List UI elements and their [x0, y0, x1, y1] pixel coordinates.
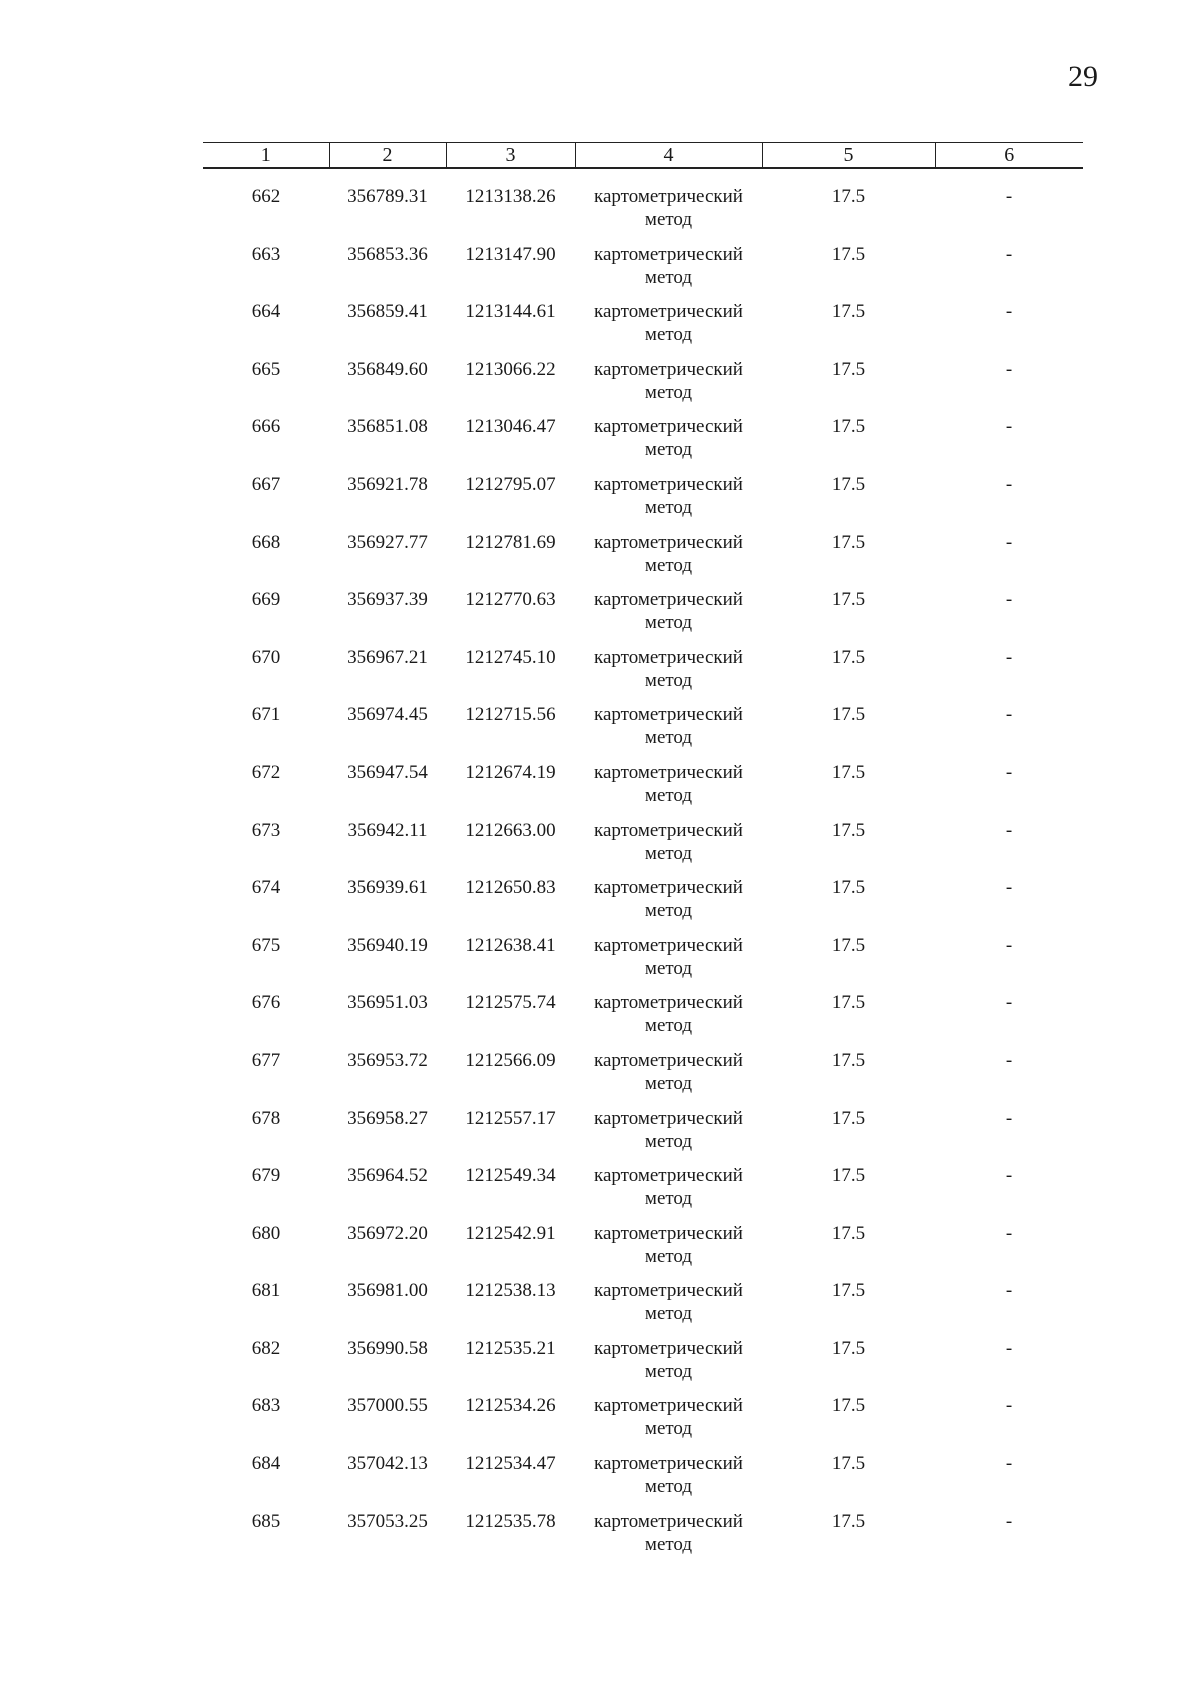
table-row [203, 300, 1083, 358]
accuracy-cell: 17.5 [831, 301, 866, 323]
note-cell: - [1005, 1453, 1013, 1475]
y-coordinate-cell: 1212534.26 [465, 1395, 556, 1417]
point-number-cell: 662 [251, 186, 281, 207]
accuracy-cell: 17.5 [831, 1510, 866, 1532]
x-coordinate-cell: 356853.36 [347, 243, 428, 265]
method-line-2: метод [644, 1188, 693, 1210]
method-line-1: картометрический [594, 819, 743, 841]
method-line-2: метод [644, 1476, 693, 1498]
note-cell: - [1005, 473, 1013, 495]
accuracy-cell: 17.5 [831, 589, 866, 611]
note-cell: - [1005, 704, 1013, 726]
table-row [203, 646, 1083, 704]
note-cell: - [1005, 1395, 1013, 1417]
note-cell: - [1005, 1165, 1013, 1187]
accuracy-cell: 17.5 [831, 358, 866, 380]
point-number-cell: 685 [251, 1510, 281, 1532]
table-row [203, 991, 1083, 1049]
point-number-cell: 669 [251, 589, 281, 611]
method-line-1: картометрический [594, 1337, 743, 1359]
method-cell [575, 703, 762, 761]
table-row [203, 1164, 1083, 1222]
point-number-cell: 681 [251, 1280, 281, 1302]
y-coordinate-cell: 1213046.47 [465, 416, 556, 438]
accuracy-cell: 17.5 [831, 1222, 866, 1244]
table-row [203, 819, 1083, 877]
y-coordinate-cell: 1212795.07 [465, 473, 556, 495]
x-coordinate-cell: 356974.45 [347, 704, 428, 726]
table-row [203, 761, 1083, 819]
accuracy-cell: 17.5 [831, 1049, 866, 1071]
note-cell: - [1005, 1337, 1013, 1359]
coordinates-table [203, 142, 1083, 1567]
accuracy-cell: 17.5 [831, 243, 866, 265]
method-cell [575, 358, 762, 416]
table-row [203, 876, 1083, 934]
table-row [203, 1394, 1083, 1452]
y-coordinate-cell: 1213066.22 [465, 358, 556, 380]
method-line-2: метод [644, 554, 693, 576]
accuracy-cell: 17.5 [831, 1453, 866, 1475]
x-coordinate-cell: 356958.27 [347, 1107, 428, 1129]
method-line-2: метод [644, 324, 693, 346]
table-row [203, 934, 1083, 992]
point-number-cell: 667 [251, 473, 281, 495]
method-line-1: картометрический [594, 1280, 743, 1302]
point-number-cell: 670 [251, 646, 281, 668]
accuracy-cell: 17.5 [831, 1280, 866, 1302]
method-cell [575, 1394, 762, 1452]
note-cell: - [1005, 243, 1013, 265]
method-cell [575, 934, 762, 992]
method-cell [575, 168, 762, 243]
y-coordinate-cell: 1212538.13 [465, 1280, 556, 1302]
method-line-2: метод [644, 381, 693, 403]
method-line-1: картометрический [594, 358, 743, 380]
accuracy-cell: 17.5 [831, 646, 866, 668]
y-coordinate-cell: 1213147.90 [465, 243, 556, 265]
x-coordinate-cell: 356921.78 [347, 473, 428, 495]
table-row [203, 473, 1083, 531]
x-coordinate-cell: 356951.03 [347, 992, 428, 1014]
x-coordinate-cell: 356859.41 [347, 301, 428, 323]
method-line-1: картометрический [594, 934, 743, 956]
method-cell [575, 1164, 762, 1222]
table-row [203, 1107, 1083, 1165]
accuracy-cell: 17.5 [831, 1395, 866, 1417]
method-cell [575, 1222, 762, 1280]
method-cell [575, 1049, 762, 1107]
table-row [203, 588, 1083, 646]
method-line-1: картометрический [594, 1222, 743, 1244]
method-line-1: картометрический [594, 1453, 743, 1475]
x-coordinate-cell: 357000.55 [347, 1395, 428, 1417]
x-coordinate-cell: 356937.39 [347, 589, 428, 611]
point-number-cell: 680 [251, 1222, 281, 1244]
y-coordinate-cell: 1212535.21 [465, 1337, 556, 1359]
table-row [203, 1279, 1083, 1337]
accuracy-cell: 17.5 [831, 531, 866, 553]
method-line-2: метод [644, 1418, 693, 1440]
note-cell: - [1005, 589, 1013, 611]
note-cell: - [1005, 531, 1013, 553]
x-coordinate-cell: 356940.19 [347, 934, 428, 956]
method-cell [575, 1279, 762, 1337]
method-cell [575, 819, 762, 877]
method-line-1: картометрический [594, 186, 743, 207]
point-number-cell: 665 [251, 358, 281, 380]
accuracy-cell: 17.5 [831, 473, 866, 495]
method-line-2: метод [644, 727, 693, 749]
method-line-2: метод [644, 209, 693, 230]
method-line-1: картометрический [594, 704, 743, 726]
note-cell: - [1005, 761, 1013, 783]
method-line-1: картометрический [594, 1049, 743, 1071]
method-cell [575, 876, 762, 934]
note-cell: - [1005, 1222, 1013, 1244]
accuracy-cell: 17.5 [831, 761, 866, 783]
note-cell: - [1005, 358, 1013, 380]
point-number-cell: 672 [251, 761, 281, 783]
method-line-2: метод [644, 1533, 693, 1555]
point-number-cell: 663 [251, 243, 281, 265]
y-coordinate-cell: 1212781.69 [465, 531, 556, 553]
note-cell: - [1005, 877, 1013, 899]
method-line-1: картометрический [594, 1165, 743, 1187]
accuracy-cell: 17.5 [831, 186, 866, 207]
point-number-cell: 679 [251, 1165, 281, 1187]
method-line-2: метод [644, 900, 693, 922]
y-coordinate-cell: 1213144.61 [465, 301, 556, 323]
method-line-2: метод [644, 1245, 693, 1267]
note-cell: - [1005, 1510, 1013, 1532]
method-line-1: картометрический [594, 877, 743, 899]
y-coordinate-cell: 1212715.56 [465, 704, 556, 726]
table-row [203, 1452, 1083, 1510]
point-number-cell: 677 [251, 1049, 281, 1071]
header-cell-1: 1 [203, 143, 329, 169]
note-cell: - [1005, 992, 1013, 1014]
method-cell [575, 1452, 762, 1510]
method-cell [575, 300, 762, 358]
method-line-1: картометрический [594, 646, 743, 668]
accuracy-cell: 17.5 [831, 819, 866, 841]
method-line-1: картометрический [594, 1107, 743, 1129]
y-coordinate-cell: 1212650.83 [465, 877, 556, 899]
method-cell [575, 991, 762, 1049]
table-row [203, 703, 1083, 761]
point-number-cell: 683 [251, 1395, 281, 1417]
method-cell [575, 1510, 762, 1568]
x-coordinate-cell: 357042.13 [347, 1453, 428, 1475]
y-coordinate-cell: 1212663.00 [465, 819, 556, 841]
method-cell [575, 473, 762, 531]
method-line-1: картометрический [594, 992, 743, 1014]
method-line-1: картометрический [594, 301, 743, 323]
point-number-cell: 676 [251, 992, 281, 1014]
point-number-cell: 675 [251, 934, 281, 956]
method-cell [575, 1337, 762, 1395]
method-cell [575, 646, 762, 704]
header-row [203, 143, 1083, 169]
method-cell [575, 761, 762, 819]
point-number-cell: 668 [251, 531, 281, 553]
x-coordinate-cell: 356990.58 [347, 1337, 428, 1359]
y-coordinate-cell: 1212542.91 [465, 1222, 556, 1244]
table-row [203, 1337, 1083, 1395]
accuracy-cell: 17.5 [831, 877, 866, 899]
note-cell: - [1005, 301, 1013, 323]
y-coordinate-cell: 1212549.34 [465, 1165, 556, 1187]
accuracy-cell: 17.5 [831, 1107, 866, 1129]
x-coordinate-cell: 356927.77 [347, 531, 428, 553]
note-cell: - [1005, 646, 1013, 668]
x-coordinate-cell: 356972.20 [347, 1222, 428, 1244]
point-number-cell: 674 [251, 877, 281, 899]
accuracy-cell: 17.5 [831, 416, 866, 438]
y-coordinate-cell: 1212534.47 [465, 1453, 556, 1475]
method-line-2: метод [644, 1015, 693, 1037]
y-coordinate-cell: 1212770.63 [465, 589, 556, 611]
table-row [203, 358, 1083, 416]
point-number-cell: 671 [251, 704, 281, 726]
x-coordinate-cell: 356967.21 [347, 646, 428, 668]
note-cell: - [1005, 1049, 1013, 1071]
table-body [203, 168, 1083, 1567]
point-number-cell: 673 [251, 819, 281, 841]
method-line-2: метод [644, 1360, 693, 1382]
method-line-2: метод [644, 266, 693, 288]
y-coordinate-cell: 1212566.09 [465, 1049, 556, 1071]
x-coordinate-cell: 356947.54 [347, 761, 428, 783]
y-coordinate-cell: 1213138.26 [465, 186, 556, 207]
method-cell [575, 415, 762, 473]
note-cell: - [1005, 934, 1013, 956]
method-line-1: картометрический [594, 416, 743, 438]
x-coordinate-cell: 356964.52 [347, 1165, 428, 1187]
method-line-2: метод [644, 669, 693, 691]
method-line-1: картометрический [594, 473, 743, 495]
x-coordinate-cell: 356939.61 [347, 877, 428, 899]
x-coordinate-cell: 356851.08 [347, 416, 428, 438]
accuracy-cell: 17.5 [831, 934, 866, 956]
method-line-2: метод [644, 784, 693, 806]
x-coordinate-cell: 356789.31 [347, 186, 428, 207]
x-coordinate-cell: 357053.25 [347, 1510, 428, 1532]
table-row [203, 243, 1083, 301]
note-cell: - [1005, 186, 1013, 207]
method-line-2: метод [644, 612, 693, 634]
method-line-2: метод [644, 1303, 693, 1325]
method-line-1: картометрический [594, 589, 743, 611]
method-line-2: метод [644, 842, 693, 864]
method-line-2: метод [644, 496, 693, 518]
header-cell-3: 3 [446, 143, 575, 169]
page-number: 29 [1068, 60, 1098, 93]
note-cell: - [1005, 1280, 1013, 1302]
table-row [203, 531, 1083, 589]
x-coordinate-cell: 356953.72 [347, 1049, 428, 1071]
note-cell: - [1005, 416, 1013, 438]
x-coordinate-cell: 356942.11 [347, 819, 428, 841]
x-coordinate-cell: 356849.60 [347, 358, 428, 380]
y-coordinate-cell: 1212638.41 [465, 934, 556, 956]
header-cell-2: 2 [329, 143, 446, 169]
x-coordinate-cell: 356981.00 [347, 1280, 428, 1302]
accuracy-cell: 17.5 [831, 1165, 866, 1187]
point-number-cell: 684 [251, 1453, 281, 1475]
table-row [203, 415, 1083, 473]
accuracy-cell: 17.5 [831, 1337, 866, 1359]
method-line-1: картометрический [594, 243, 743, 265]
point-number-cell: 682 [251, 1337, 281, 1359]
header-cell-5: 5 [762, 143, 935, 169]
note-cell: - [1005, 819, 1013, 841]
method-line-1: картометрический [594, 1395, 743, 1417]
y-coordinate-cell: 1212557.17 [465, 1107, 556, 1129]
table-row [203, 168, 1083, 243]
point-number-cell: 678 [251, 1107, 281, 1129]
y-coordinate-cell: 1212575.74 [465, 992, 556, 1014]
table-row [203, 1510, 1083, 1568]
header-cell-4: 4 [575, 143, 762, 169]
table-row [203, 1049, 1083, 1107]
header-cell-6: 6 [935, 143, 1083, 169]
point-number-cell: 664 [251, 301, 281, 323]
y-coordinate-cell: 1212745.10 [465, 646, 556, 668]
point-number-cell: 666 [251, 416, 281, 438]
method-line-1: картометрический [594, 761, 743, 783]
method-line-1: картометрический [594, 531, 743, 553]
method-line-1: картометрический [594, 1510, 743, 1532]
method-cell [575, 588, 762, 646]
method-cell [575, 243, 762, 301]
method-line-2: метод [644, 439, 693, 461]
method-cell [575, 1107, 762, 1165]
method-line-2: метод [644, 1072, 693, 1094]
y-coordinate-cell: 1212674.19 [465, 761, 556, 783]
accuracy-cell: 17.5 [831, 704, 866, 726]
accuracy-cell: 17.5 [831, 992, 866, 1014]
method-cell [575, 531, 762, 589]
table-row [203, 1222, 1083, 1280]
table-header [203, 143, 1083, 169]
note-cell: - [1005, 1107, 1013, 1129]
method-line-2: метод [644, 957, 693, 979]
y-coordinate-cell: 1212535.78 [465, 1510, 556, 1532]
method-line-2: метод [644, 1130, 693, 1152]
